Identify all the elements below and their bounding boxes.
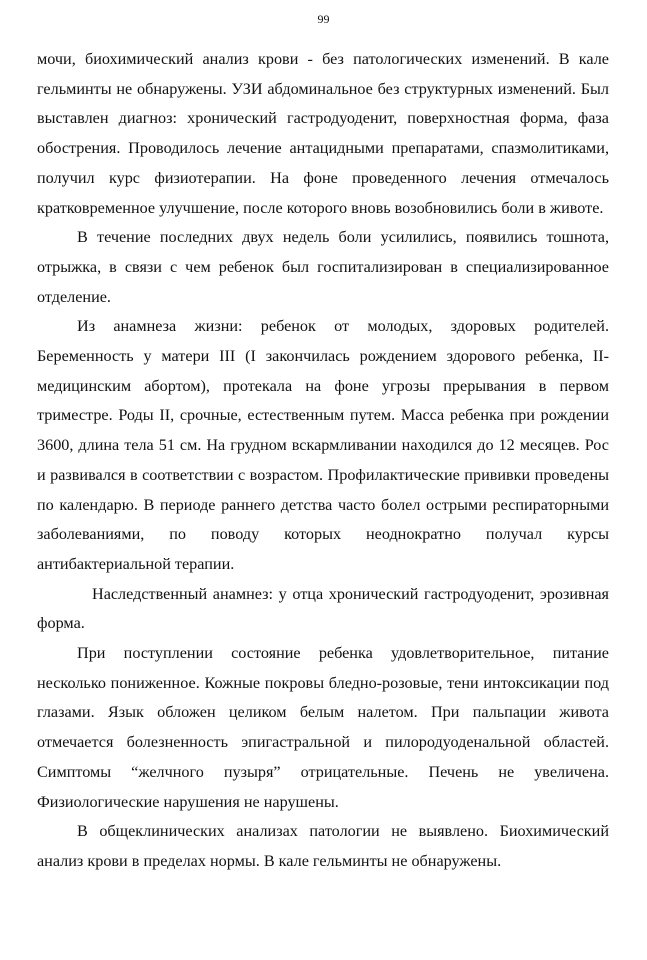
- paragraph-life-history: Из анамнеза жизни: ребенок от молодых, здоровых родителей. Беременность у матери III (I закончилась рождением здорового ребенка, II-медицинским абортом), протекала на фоне угрозы прерывания в первом триместре. Роды II, срочные, естественным путем. Масса ребенка при рождении 3600, длина тела 51 см. На грудном вскармливании находился до 12 месяцев. Рос и развивался в соответствии с возрастом. Профилактические прививки проведены по календарю. В периоде раннего детства часто болел острыми респираторными заболеваниями, по поводу которых неоднократно получал курсы антибактериальной терапии.: [37, 317, 609, 573]
- document-body: [37, 45, 609, 877]
- paragraph-admission-status: При поступлении состояние ребенка удовлетворительное, питание несколько пониженное. Кожные покровы бледно-розовые, тени интоксикации под глазами. Язык обложен целиком белым налетом. При пальпации живота отмечается болезненность эпигастральной и пилородуоденальной областей. Симптомы “желчного пузыря” отрицательные. Печень не увеличена. Физиологические нарушения не нарушены.: [37, 644, 609, 811]
- paragraph-lab-results-continuation: мочи, биохимический анализ крови - без патологических изменений. В кале гельминты не обнаружены. УЗИ абдоминальное без структурных изменений. Был выставлен диагноз: хронический гастродуоденит, поверхностная форма, фаза обострения. Проводилось лечение антацидными препаратами, спазмолитиками, получил курс физиотерапии. На фоне проведенного лечения отмечалось кратковременное улучшение, после которого вновь возобновились боли в животе.: [37, 50, 609, 217]
- paragraph-hereditary-history: Наследственный анамнез: у отца хронический гастродуоденит, эрозивная форма.: [37, 584, 609, 633]
- paragraph-recent-symptoms: В течение последних двух недель боли усилились, появились тошнота, отрыжка, в связи с чем ребенок был госпитализирован в специализированное отделение.: [37, 228, 609, 306]
- page-number: 99: [317, 12, 330, 26]
- paragraph-general-analyses: В общеклинических анализах патологии не выявлено. Биохимический анализ крови в пределах нормы. В кале гельминты не обнаружены.: [37, 822, 609, 870]
